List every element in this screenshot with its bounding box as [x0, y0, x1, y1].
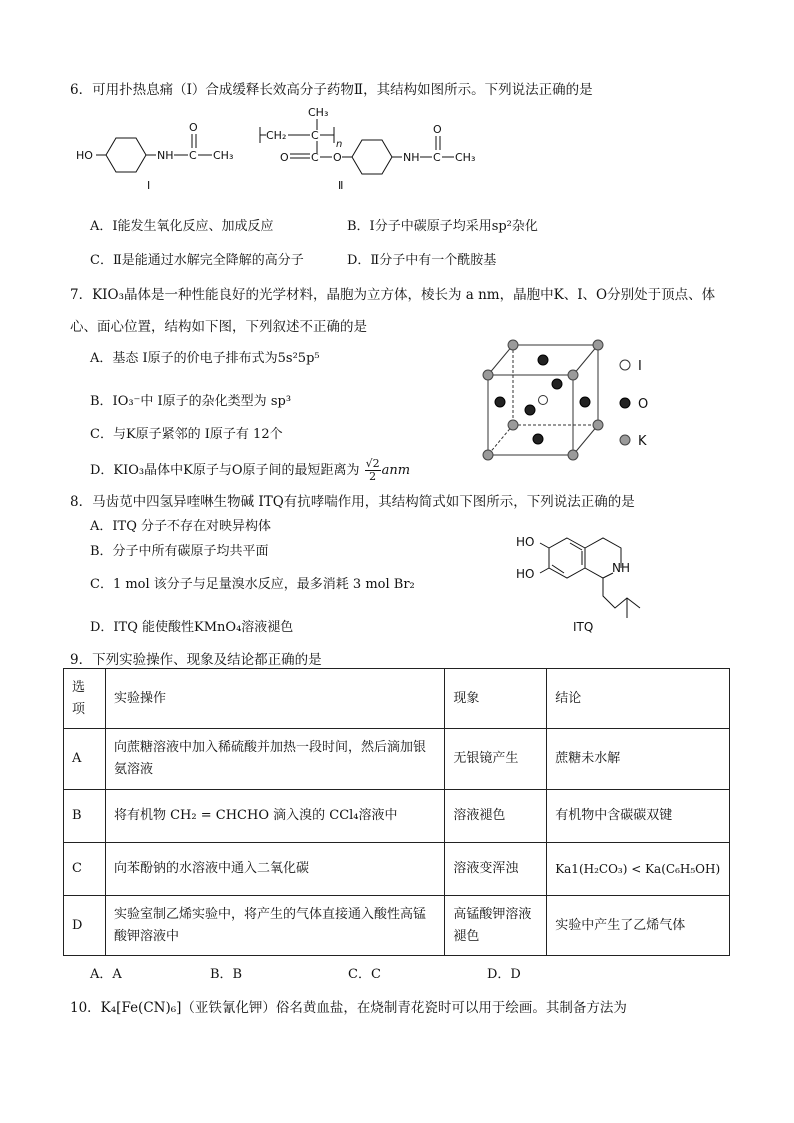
- molecule-i: [76, 121, 233, 192]
- mol2-c3: C: [433, 151, 441, 164]
- table-row: [64, 729, 730, 790]
- kio3-unit-cell-diagram: [475, 335, 665, 465]
- itq-structure: [510, 528, 660, 638]
- mol2-o3: O: [433, 123, 442, 136]
- mol2-o1: O: [280, 151, 289, 164]
- q6-option-c: C．Ⅱ是能通过水解完全降解的高分子: [90, 253, 304, 268]
- fraction-denominator: 2: [369, 470, 377, 483]
- legend-label-o: O: [638, 397, 649, 412]
- table-row: [64, 896, 730, 956]
- q8-stem: 8．马齿苋中四氢异喹啉生物碱 ITQ有抗哮喘作用，其结构简式如下图所示，下列说法正确的是: [70, 494, 635, 510]
- q7-option-d: [90, 458, 410, 483]
- mol2-c: C: [311, 129, 319, 142]
- mol2-o2: O: [333, 151, 342, 164]
- q9-stem: 9．下列实验操作、现象及结论都正确的是: [70, 652, 322, 668]
- q6-option-d: D．Ⅱ分子中有一个酰胺基: [347, 253, 497, 268]
- mol1-ch3: CH₃: [213, 149, 234, 162]
- cell-phenomenon: 无银镜产生: [445, 729, 547, 790]
- q6-stem: 6．可用扑热息痛（Ⅰ）合成缓释长效高分子药物Ⅱ，其结构如图所示。下列说法正确的是: [70, 82, 593, 98]
- mol2-ch3: CH₃: [455, 151, 476, 164]
- header-operation: 实验操作: [105, 669, 444, 729]
- q7-option-d-post: anm: [381, 463, 411, 478]
- q7-option-b: B．IO₃⁻中 I原子的杂化类型为 sp³: [90, 394, 292, 409]
- mol2-ch2: CH₂: [266, 129, 287, 142]
- header-phenomenon: 现象: [445, 669, 547, 729]
- q8-option-d: D．ITQ 能使酸性KMnO₄溶液褪色: [90, 620, 294, 635]
- q6-option-a: A．Ⅰ能发生氧化反应、加成反应: [90, 219, 274, 234]
- q9-answer-a: A．A: [90, 967, 122, 982]
- cell-phenomenon: 高锰酸钾溶液褪色: [445, 896, 547, 956]
- q8-option-c: C．1 mol 该分子与足量溴水反应，最多消耗 3 mol Br₂: [90, 577, 415, 592]
- legend-swatch-o: [620, 398, 630, 408]
- mol2-c2: C: [311, 151, 319, 164]
- fraction: [365, 458, 381, 483]
- legend-label-i: I: [638, 359, 642, 374]
- itq-nh: NH: [612, 561, 630, 575]
- cell-phenomenon: 溶液变浑浊: [445, 843, 547, 896]
- q9-answer-c: C．C: [348, 967, 381, 982]
- q9-table: [63, 668, 730, 956]
- cell-option: D: [64, 896, 106, 956]
- itq-ho-bottom: HO: [516, 567, 535, 581]
- mol2-n: n: [336, 139, 343, 150]
- q7-option-a: A．基态 I原子的价电子排布式为5s²5p⁵: [90, 351, 320, 366]
- q7-stem-line1: 7．KIO₃晶体是一种性能良好的光学材料，晶胞为立方体，棱长为 a nm，晶胞中K、I、O分别处于顶点、体: [70, 287, 716, 303]
- mol2-nh: NH: [403, 151, 420, 164]
- mol1-c: C: [189, 149, 197, 162]
- q6-option-b: B．Ⅰ分子中碳原子均采用sp²杂化: [347, 219, 538, 234]
- q9-answer-d: D．D: [487, 967, 521, 982]
- q8-option-b: B．分子中所有碳原子均共平面: [90, 544, 269, 559]
- q9-answer-b: B．B: [210, 967, 243, 982]
- table-row: [64, 843, 730, 896]
- i-atom: [539, 396, 548, 405]
- mol1-nh: NH: [157, 149, 174, 162]
- label-ii: Ⅱ: [338, 179, 344, 192]
- cell-operation: 向蔗糖溶液中加入稀硫酸并加热一段时间，然后滴加银氨溶液: [105, 729, 444, 790]
- q7-option-c: C．与K原子紧邻的 I原子有 12个: [90, 427, 283, 442]
- legend: [620, 359, 648, 449]
- legend-swatch-i: [620, 360, 630, 370]
- table-row: [64, 790, 730, 843]
- q7-stem-line2: 心、面心位置，结构如下图，下列叙述不正确的是: [70, 319, 367, 335]
- cell-conclusion: 实验中产生了乙烯气体: [547, 896, 730, 956]
- itq-ho-top: HO: [516, 535, 535, 549]
- q6-structures: [70, 103, 490, 195]
- cell-operation: 向苯酚钠的水溶液中通入二氧化碳: [105, 843, 444, 896]
- cell-conclusion: 蔗糖未水解: [547, 729, 730, 790]
- q10-stem: 10．K₄[Fe(CN)₆]（亚铁氰化钾）俗名黄血盐，在烧制青花瓷时可以用于绘画。其制备方法为: [70, 1000, 627, 1016]
- legend-swatch-k: [620, 435, 630, 445]
- cell-conclusion: 有机物中含碳碳双键: [547, 790, 730, 843]
- molecule-ii: [260, 106, 475, 192]
- header-option: 选项: [64, 669, 106, 729]
- header-conclusion: 结论: [547, 669, 730, 729]
- table-header-row: [64, 669, 730, 729]
- mol1-o: O: [189, 121, 198, 134]
- mol1-ho: HO: [76, 149, 93, 162]
- cell-phenomenon: 溶液褪色: [445, 790, 547, 843]
- mol2-ch3-top: CH₃: [308, 106, 329, 119]
- cell-conclusion: Ka1(H₂CO₃) < Ka(C₆H₅OH): [547, 843, 730, 896]
- legend-label-k: K: [638, 434, 647, 449]
- label-i: Ⅰ: [147, 179, 151, 192]
- cell-option: B: [64, 790, 106, 843]
- fraction-numerator: √2: [365, 457, 380, 470]
- q8-option-a: A．ITQ 分子不存在对映异构体: [90, 519, 271, 534]
- cell-option: A: [64, 729, 106, 790]
- cell-operation: 实验室制乙烯实验中，将产生的气体直接通入酸性高锰酸钾溶液中: [105, 896, 444, 956]
- cell-operation: 将有机物 CH₂ = CHCHO 滴入溴的 CCl₄溶液中: [105, 790, 444, 843]
- cell-option: C: [64, 843, 106, 896]
- q7-option-d-pre: D．KIO₃晶体中K原子与O原子间的最短距离为: [90, 463, 360, 478]
- itq-label: ITQ: [573, 620, 594, 634]
